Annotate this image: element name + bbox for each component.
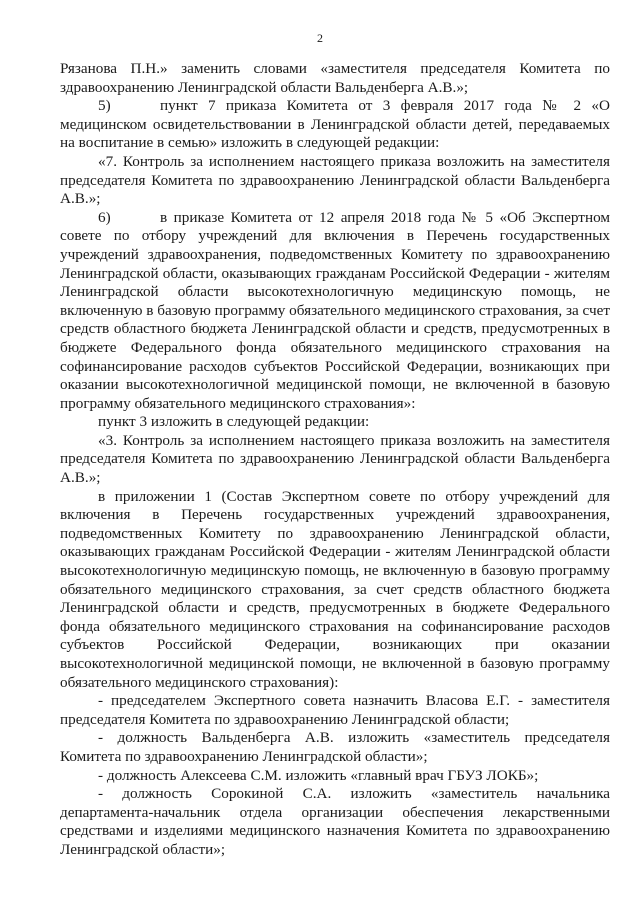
paragraph-quote-3 [60,432,610,488]
paragraph-point-3 [60,413,610,432]
paragraph-text: в приложении 1 (Состав Экспертном совете по отбору учреждений для включения в Перечень государственных учреждений здравоохранения, подведомственных Комитету по здравоохранению Ленинградской области, оказывающих гражданам Российской Федерации - жителям Ленинградской области высокотехнологичную медицинскую помощь, не включенную в базовую программу обязательного медицинского страхования, за счет средств областного бюджета Ленинградской области и средств, предусмотренных в бюджете Федерального фонда обязательного медицинского страхования на софинансирование расходов субъектов Российской Федерации, возникающих при оказании высокотехнологичной медицинской помощи, не включенной в базовую программу обязательного медицинского страхования): [60,487,610,691]
paragraph-item-6 [60,209,610,414]
paragraph-appendix-1 [60,488,610,693]
list-item-chairman [60,692,610,729]
item-number: 6) [98,208,111,226]
paragraph-text: - должность Алексеева С.М. изложить «главный врач ГБУЗ ЛОКБ»; [98,766,539,784]
page-number: 2 [317,31,323,45]
paragraph-text: Рязанова П.Н.» заменить словами «заместителя председателя Комитета по здравоохранению Ленинградской области Вальденберга А.В.»; [60,60,610,96]
document-body [60,60,610,860]
paragraph-text: «3. Контроль за исполнением настоящего приказа возложить на заместителя председателя Комитета по здравоохранению Ленинградской области Вальденберга А.В.»; [60,431,610,487]
paragraph-item-5 [60,97,610,153]
item-number: 5) [98,97,111,115]
paragraph-text: - должность Вальденберга А.В. изложить «заместитель председателя Комитета по здравоохранению Ленинградской области»; [60,729,610,765]
list-item-sorokina [60,785,610,859]
list-item-valdenberg [60,729,610,766]
paragraph-text: «7. Контроль за исполнением настоящего приказа возложить на заместителя председателя Комитета по здравоохранению Ленинградской области Вальденберга А.В.»; [60,152,610,208]
paragraph-text: - председателем Экспертного совета назначить Власова Е.Г. - заместителя председателя Комитета по здравоохранению Ленинградской области; [60,692,610,728]
paragraph-quote-7 [60,153,610,209]
paragraph-text: - должность Сорокиной С.А. изложить «заместитель начальника департамента-начальник отдела организации обеспечения лекарственными средствами и изделиями медицинского назначения Комитета по здравоохранению Ленинградской области»; [60,785,610,858]
paragraph-text: в приказе Комитета от 12 апреля 2018 года № 5 «Об Экспертном совете по отбору учреждений для включения в Перечень государственных учреждений здравоохранения, подведомственных Комитету по здравоохранению Ленинградской области, оказывающих гражданам Российской Федерации - жителям Ленинградской области высокотехнологичную медицинскую помощь, не включенную в базовую программу обязательного медицинского страхования, за счет средств областного бюджета Ленинградской области и средств, предусмотренных в бюджете Федерального фонда обязательного медицинского страхования на софинансирование расходов субъектов Российской Федерации, возникающих при оказании высокотехнологичной медицинской помощи, не включенной в базовую программу обязательного медицинского страхования»: [60,208,610,412]
list-item-alekseev [60,767,610,786]
paragraph-continuation [60,60,610,97]
paragraph-text: пункт 3 изложить в следующей редакции: [98,413,370,431]
paragraph-text: пункт 7 приказа Комитета от 3 февраля 2017 года № 2 «О медицинском освидетельствовании в Ленинградской области детей, передаваемых на воспитание в семью» изложить в следующей редакции: [60,97,610,152]
